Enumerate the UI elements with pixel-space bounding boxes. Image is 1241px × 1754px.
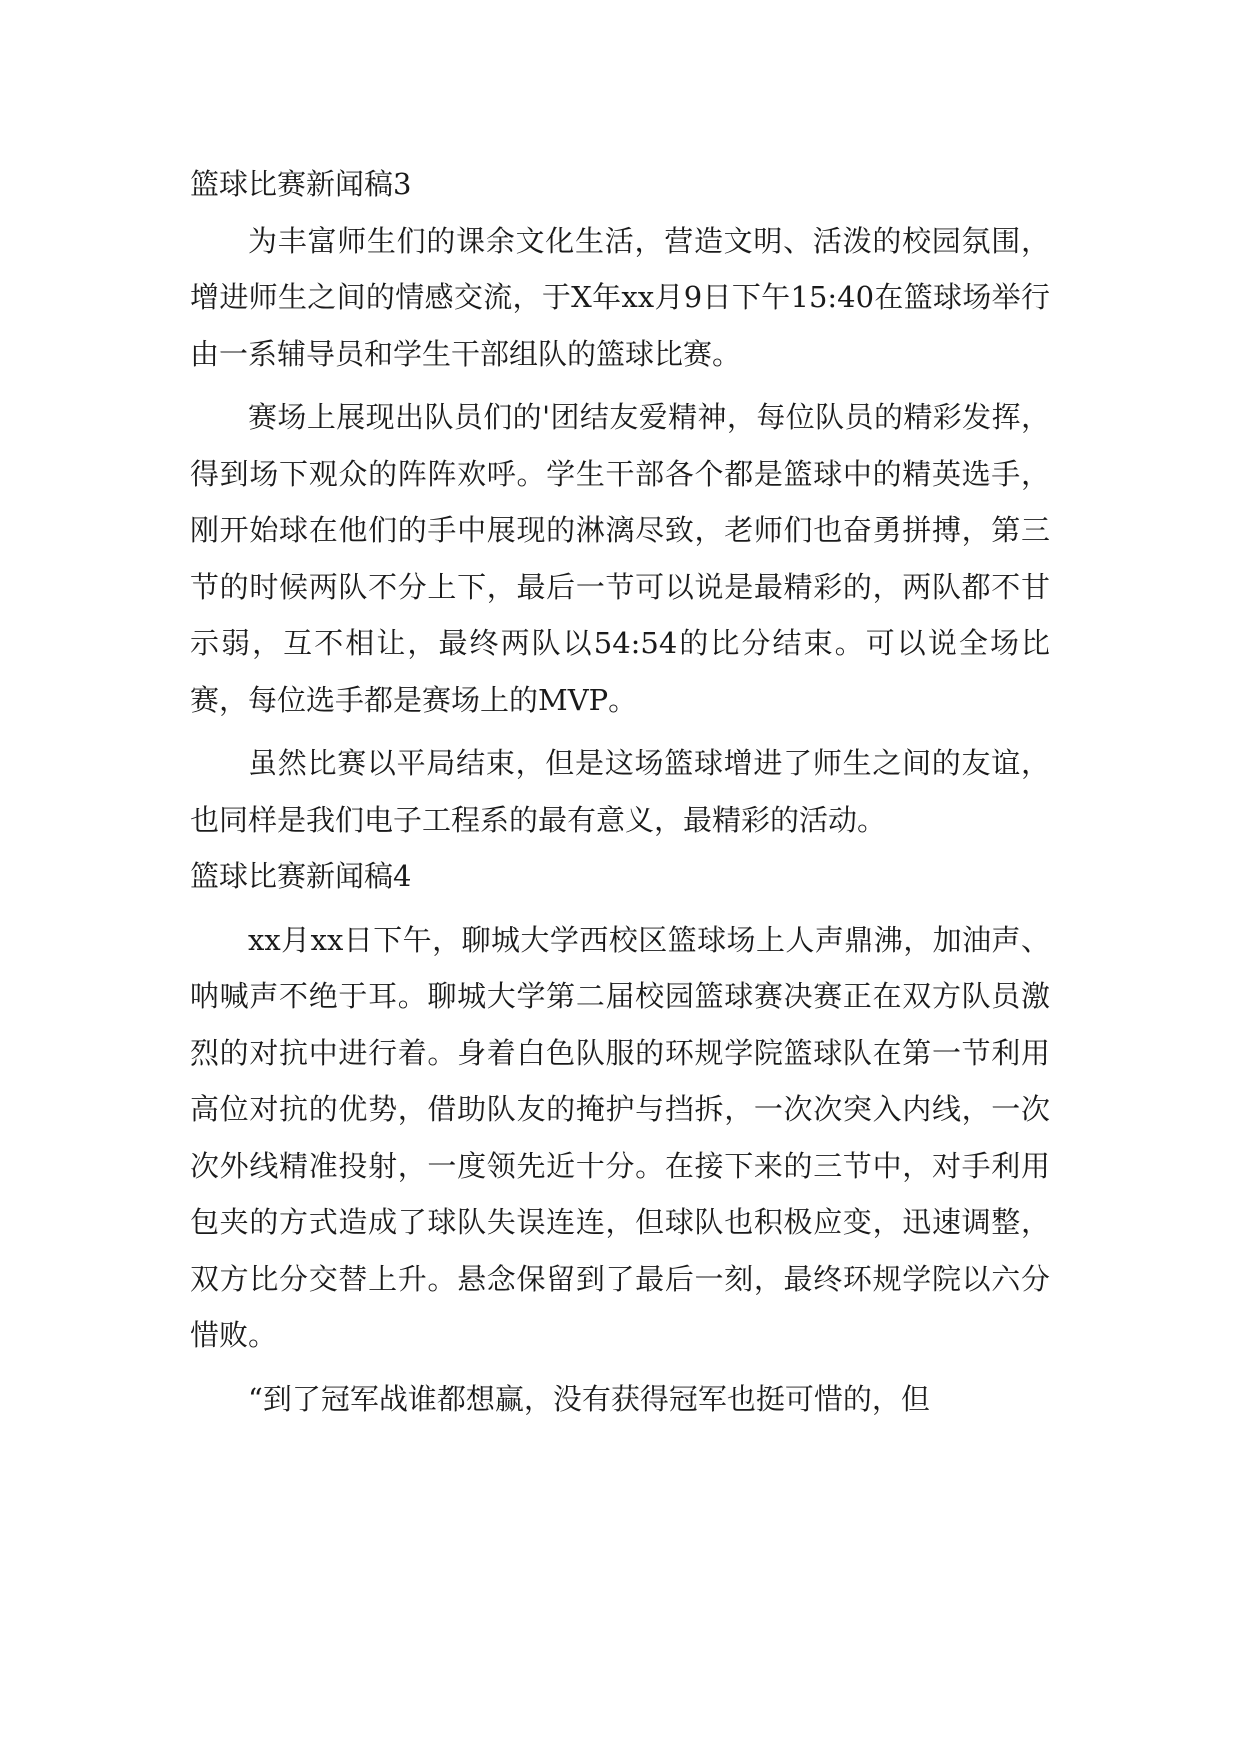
- article-3-title: 篮球比赛新闻稿3: [190, 167, 412, 201]
- article-4-title: 篮球比赛新闻稿4: [190, 859, 412, 893]
- article-3-paragraph-3: 虽然比赛以平局结束，但是这场篮球增进了师生之间的友谊，也同样是我们电子工程系的最有意义，最精彩的活动。: [190, 746, 1050, 837]
- article-3-paragraph-2: 赛场上展现出队员们的'团结友爱精神，每位队员的精彩发挥，得到场下观众的阵阵欢呼。学生干部各个都是篮球中的精英选手，刚开始球在他们的手中展现的淋漓尽致，老师们也奋勇拼搏，第三节的时候两队不分上下，最后一节可以说是最精彩的，两队都不甘示弱，互不相让，最终两队以54:54的比分结束。可以说全场比赛，每位选手都是赛场上的MVP。: [190, 400, 1050, 717]
- article-4-paragraph-1: xx月xx日下午，聊城大学西校区篮球场上人声鼎沸，加油声、呐喊声不绝于耳。聊城大学第二届校园篮球赛决赛正在双方队员激烈的对抗中进行着。身着白色队服的环规学院篮球队在第一节利用高位对抗的优势，借助队友的掩护与挡拆，一次次突入内线，一次次外线精准投射，一度领先近十分。在接下来的三节中，对手利用包夹的方式造成了球队失误连连，但球队也积极应变，迅速调整，双方比分交替上升。悬念保留到了最后一刻，最终环规学院以六分惜败。: [190, 922, 1050, 1352]
- article-3-paragraph-1: 为丰富师生们的课余文化生活，营造文明、活泼的校园氛围，增进师生之间的情感交流，于X年xx月9日下午15:40在篮球场举行由一系辅导员和学生干部组队的篮球比赛。: [190, 223, 1050, 371]
- article-4-paragraph-2: “到了冠军战谁都想赢，没有获得冠军也挺可惜的，但: [248, 1381, 930, 1416]
- document-body: [190, 156, 1050, 1427]
